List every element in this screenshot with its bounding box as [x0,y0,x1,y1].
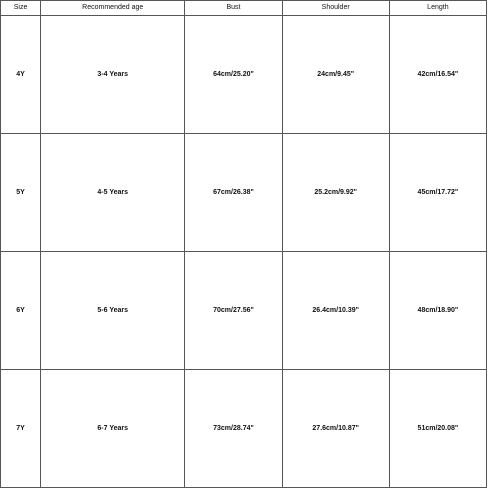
table-row [1,16,487,134]
table-body [1,16,487,488]
cell-size: 7Y [1,370,41,488]
cell-recommended-age: 5-6 Years [41,252,185,370]
cell-size: 5Y [1,134,41,252]
table-header [1,1,487,16]
cell-recommended-age: 3-4 Years [41,16,185,134]
cell-shoulder: 27.6cm/10.87" [282,370,389,488]
table-row [1,370,487,488]
table-row [1,134,487,252]
cell-size: 6Y [1,252,41,370]
table-row [1,252,487,370]
cell-shoulder: 25.2cm/9.92" [282,134,389,252]
cell-bust: 70cm/27.56" [185,252,282,370]
cell-length: 48cm/18.90" [389,252,486,370]
header-recommended-age: Recommended age [41,1,185,16]
header-bust: Bust [185,1,282,16]
cell-recommended-age: 4-5 Years [41,134,185,252]
cell-bust: 64cm/25.20" [185,16,282,134]
header-size: Size [1,1,41,16]
header-row [1,1,487,16]
cell-shoulder: 24cm/9.45" [282,16,389,134]
cell-bust: 73cm/28.74" [185,370,282,488]
cell-length: 51cm/20.08" [389,370,486,488]
header-shoulder: Shoulder [282,1,389,16]
cell-length: 45cm/17.72" [389,134,486,252]
cell-bust: 67cm/26.38" [185,134,282,252]
cell-length: 42cm/16.54" [389,16,486,134]
cell-recommended-age: 6-7 Years [41,370,185,488]
cell-size: 4Y [1,16,41,134]
header-length: Length [389,1,486,16]
cell-shoulder: 26.4cm/10.39" [282,252,389,370]
